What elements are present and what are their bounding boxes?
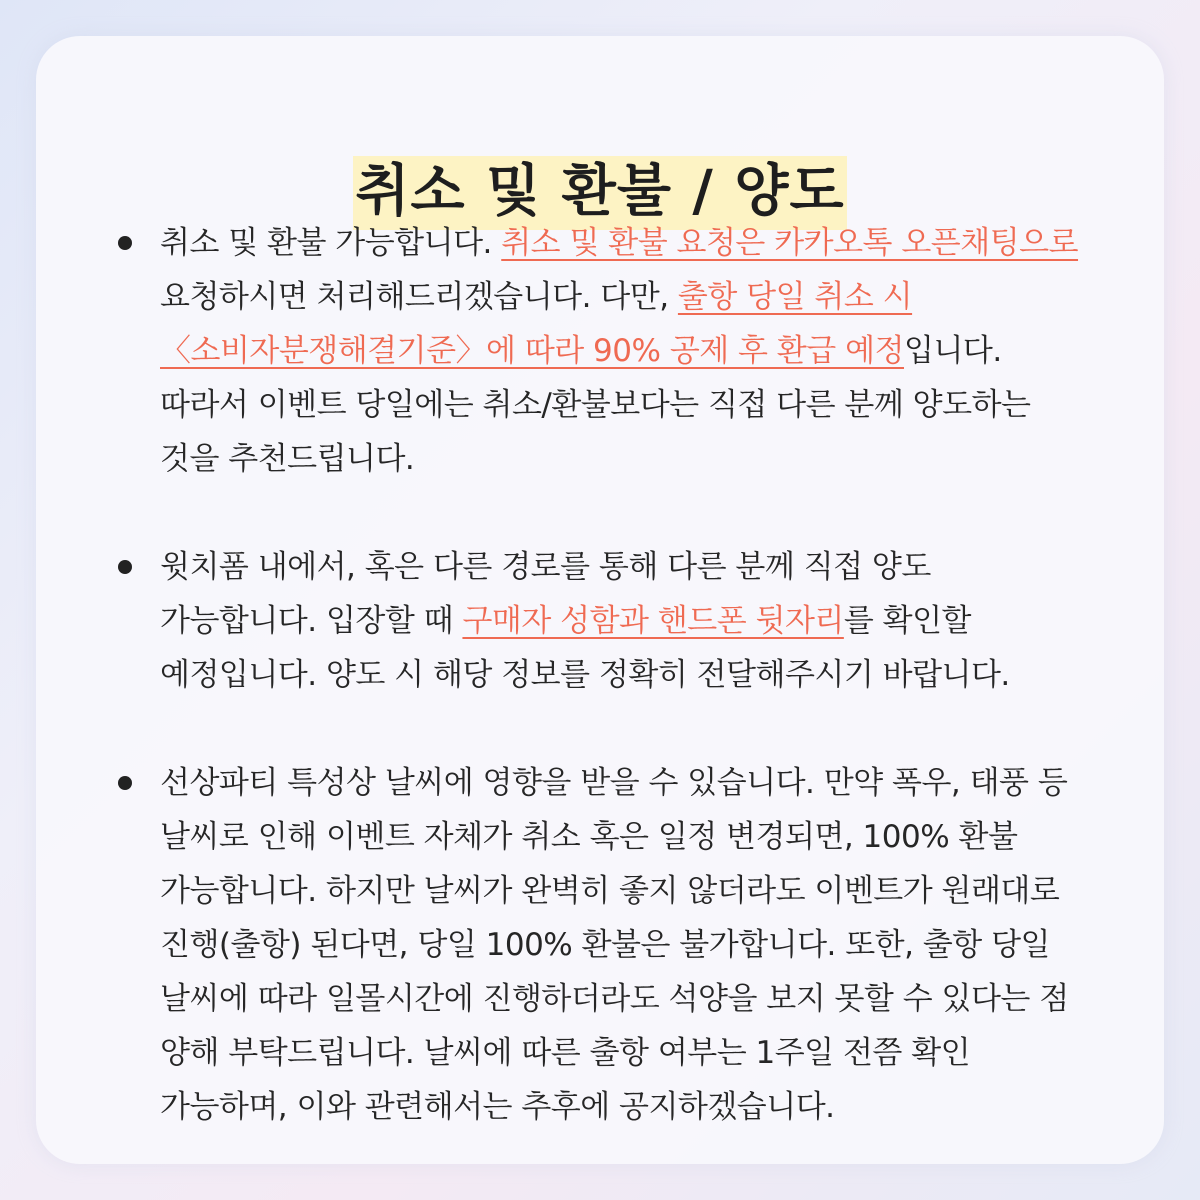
- transfer-check-highlight: 구매자 성함과 핸드폰 뒷자리: [462, 603, 844, 639]
- refund-tail-text: 입니다. 따라서 이벤트 당일에는 취소/환불보다는 직접 다른 분께 양도하는 것을 추천드립니다.: [160, 333, 1031, 477]
- bullet-dot-icon: [118, 560, 132, 574]
- notice-card: [36, 36, 1164, 1164]
- refund-request-highlight: 취소 및 환불 요청은 카카오톡 오픈채팅으로: [501, 225, 1079, 261]
- transfer-lead-text: 윗치폼 내에서, 혹은 다른 경로를 통해 다른 분께 직접 양도 가능합니다. 입장할 때: [160, 549, 931, 639]
- notice-item-weather: [116, 756, 1086, 1134]
- weather-text: 선상파티 특성상 날씨에 영향을 받을 수 있습니다. 만약 폭우, 태풍 등 날씨로 인해 이벤트 자체가 취소 혹은 일정 변경되면, 100% 환불 가능합니다. 하지만 날씨가 완벽히 좋지 않더라도 이벤트가 원래대로 진행(출항) 된다면, 당일 100% 환불은 불가합니다. 또한, 출항 당일 날씨에 따라 일몰시간에 진행하더라도 석양을 보지 못할 수 있다는 점 양해 부탁드립니다. 날씨에 따른 출항 여부는 1주일 전쯤 확인 가능하며, 이와 관련해서는 추후에 공지하겠습니다.: [160, 765, 1069, 1125]
- page-title: 취소 및 환불 / 양도: [353, 156, 846, 230]
- refund-lead-text: 취소 및 환불 가능합니다.: [160, 225, 502, 261]
- transfer-tail-text: 를 확인할 예정입니다. 양도 시 해당 정보를 정확히 전달해주시기 바랍니다.: [160, 603, 1010, 693]
- bullet-dot-icon: [118, 236, 132, 250]
- bullet-dot-icon: [118, 776, 132, 790]
- refund-deduction-highlight: 출항 당일 취소 시 〈소비자분쟁해결기준〉에 따라 90% 공제 후 환급 예정: [160, 279, 913, 369]
- refund-mid-text: 요청하시면 처리해드리겠습니다. 다만,: [160, 279, 678, 315]
- notice-list: [116, 216, 1086, 1134]
- notice-item-transfer: [116, 540, 1086, 702]
- notice-item-refund: [116, 216, 1086, 486]
